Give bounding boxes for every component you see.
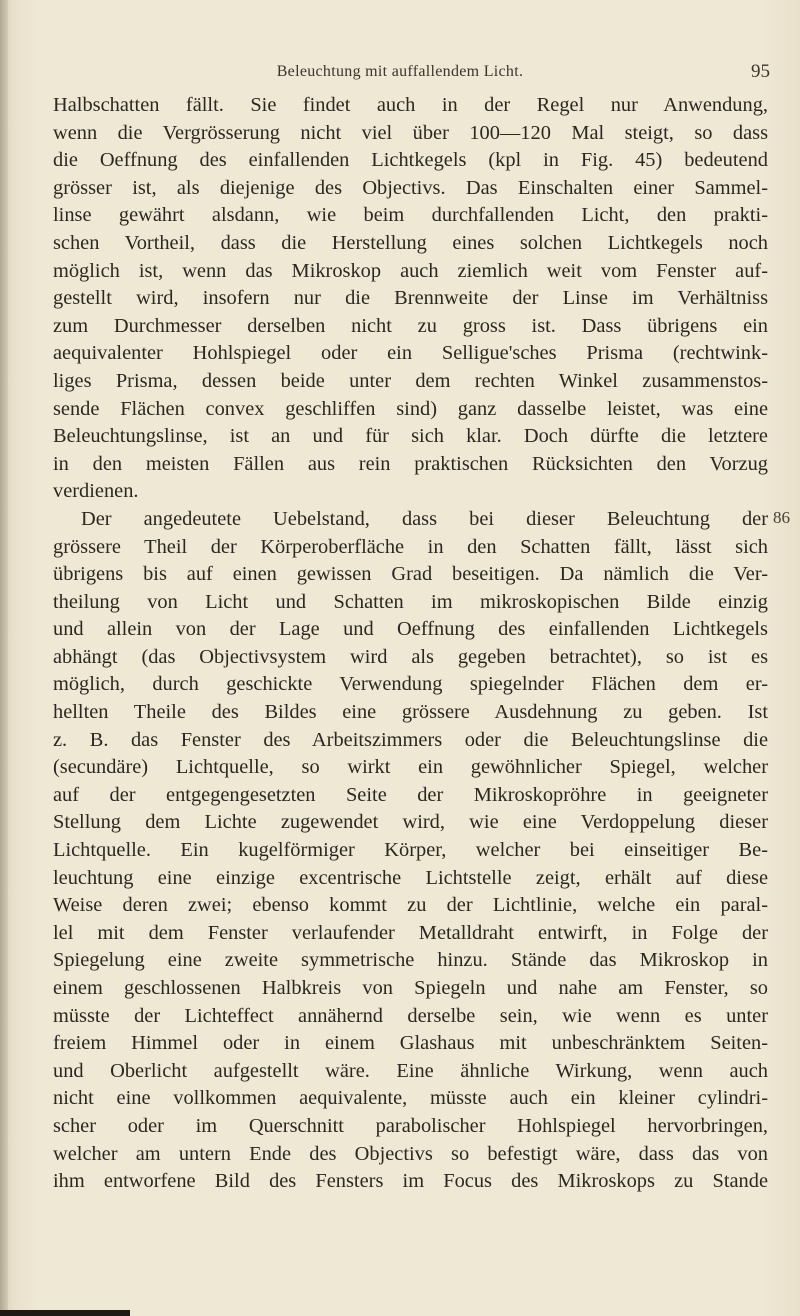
text-line: grössere Theil der Körperoberfläche in den Schatten fällt, lässt sich — [53, 535, 768, 558]
text-line: aequivalenter Hohlspiegel oder ein Selligue'sches Prisma (rechtwink- — [53, 342, 768, 365]
text-line: zum Durchmesser derselben nicht zu gross ist. Dass übrigens ein — [53, 314, 768, 337]
text-line: sende Flächen convex geschliffen sind) ganz dasselbe leistet, was eine — [53, 397, 768, 420]
margin-note: 86 — [773, 508, 790, 527]
text-line: die Oeffnung des einfallenden Lichtkegels (kpl in Fig. 45) bedeutend — [53, 149, 768, 172]
text-line: schen Vortheil, dass die Herstellung eines solchen Lichtkegels noch — [53, 231, 768, 254]
text-line: verdienen. — [53, 480, 139, 503]
page-number: 95 — [751, 61, 770, 82]
text-line: linse gewährt alsdann, wie beim durchfallenden Licht, den prakti- — [53, 204, 768, 227]
text-line: (secundäre) Lichtquelle, so wirkt ein gewöhnlicher Spiegel, welcher — [53, 756, 768, 779]
text-line: theilung von Licht und Schatten im mikroskopischen Bilde einzig — [53, 590, 768, 613]
text-line: grösser ist, als diejenige des Objectivs. Das Einschalten einer Sammel- — [53, 176, 768, 199]
text-line: und Oberlicht aufgestellt wäre. Eine ähnliche Wirkung, wenn auch — [53, 1059, 768, 1082]
text-line: z. B. das Fenster des Arbeitszimmers oder die Beleuchtungslinse die — [53, 728, 768, 751]
text-line: Stellung dem Lichte zugewendet wird, wie eine Verdoppelung dieser — [53, 811, 768, 834]
text-line: in den meisten Fällen aus rein praktischen Rücksichten den Vorzug — [53, 452, 768, 475]
text-line: welcher am untern Ende des Objectivs so befestigt wäre, dass das von — [53, 1142, 768, 1165]
text-line: nicht eine vollkommen aequivalente, müsste auch ein kleiner cylindri- — [53, 1087, 768, 1110]
text-line: Weise deren zwei; ebenso kommt zu der Lichtlinie, welche ein paral- — [53, 894, 768, 917]
running-head: Beleuchtung mit auffallendem Licht. — [276, 63, 524, 80]
text-line: Spiegelung eine zweite symmetrische hinzu. Stände das Mikroskop in — [53, 949, 768, 972]
text-line: wenn die Vergrösserung nicht viel über 100—120 Mal steigt, so dass — [53, 121, 768, 144]
text-line: gestellt wird, insofern nur die Brennweite der Linse im Verhältniss — [53, 287, 768, 310]
text-line: freiem Himmel oder in einem Glashaus mit unbeschränktem Seiten- — [53, 1032, 768, 1055]
text-line: abhängt (das Objectivsystem wird als gegeben betrachtet), so ist es — [53, 645, 768, 668]
text-line: müsste der Lichteffect annähernd derselbe sein, wie wenn es unter — [53, 1004, 768, 1027]
page-edge-shadow — [0, 1310, 130, 1316]
body-text — [53, 92, 768, 1196]
text-line: Lichtquelle. Ein kugelförmiger Körper, welcher bei einseitiger Be- — [53, 839, 768, 862]
text-line: einem geschlossenen Halbkreis von Spiegeln und nahe am Fenster, so — [53, 977, 768, 999]
text-line: und allein von der Lage und Oeffnung des einfallenden Lichtkegels — [53, 618, 768, 641]
text-line: möglich ist, wenn das Mikroskop auch ziemlich weit vom Fenster auf- — [53, 259, 768, 282]
text-line: Der angedeutete Uebelstand, dass bei dieser Beleuchtung der — [81, 507, 768, 530]
text-line: scher oder im Querschnitt parabolischer Hohlspiegel hervorbringen, — [53, 1114, 768, 1137]
text-line: ihm entworfene Bild des Fensters im Focus des Mikroskops zu Stande — [53, 1170, 768, 1193]
text-line: Beleuchtungslinse, ist an und für sich klar. Doch dürfte die letztere — [53, 425, 768, 448]
text-line: leuchtung eine einzige excentrische Lichtstelle zeigt, erhält auf diese — [53, 866, 768, 889]
text-line: auf der entgegengesetzten Seite der Mikroskopröhre in geeigneter — [53, 783, 768, 806]
text-line: Halbschatten fällt. Sie findet auch in der Regel nur Anwendung, — [53, 94, 768, 116]
text-line: lel mit dem Fenster verlaufender Metalldraht entwirft, in Folge der — [53, 921, 768, 944]
text-line: möglich, durch geschickte Verwendung spiegelnder Flächen dem er- — [53, 673, 768, 696]
text-line: übrigens bis auf einen gewissen Grad beseitigen. Da nämlich die Ver- — [53, 563, 768, 586]
gutter-shadow — [0, 0, 8, 1316]
text-line: hellten Theile des Bildes eine grössere Ausdehnung zu geben. Ist — [53, 701, 768, 724]
page-header — [0, 63, 800, 87]
text-line: liges Prisma, dessen beide unter dem rechten Winkel zusammenstos- — [53, 369, 768, 392]
